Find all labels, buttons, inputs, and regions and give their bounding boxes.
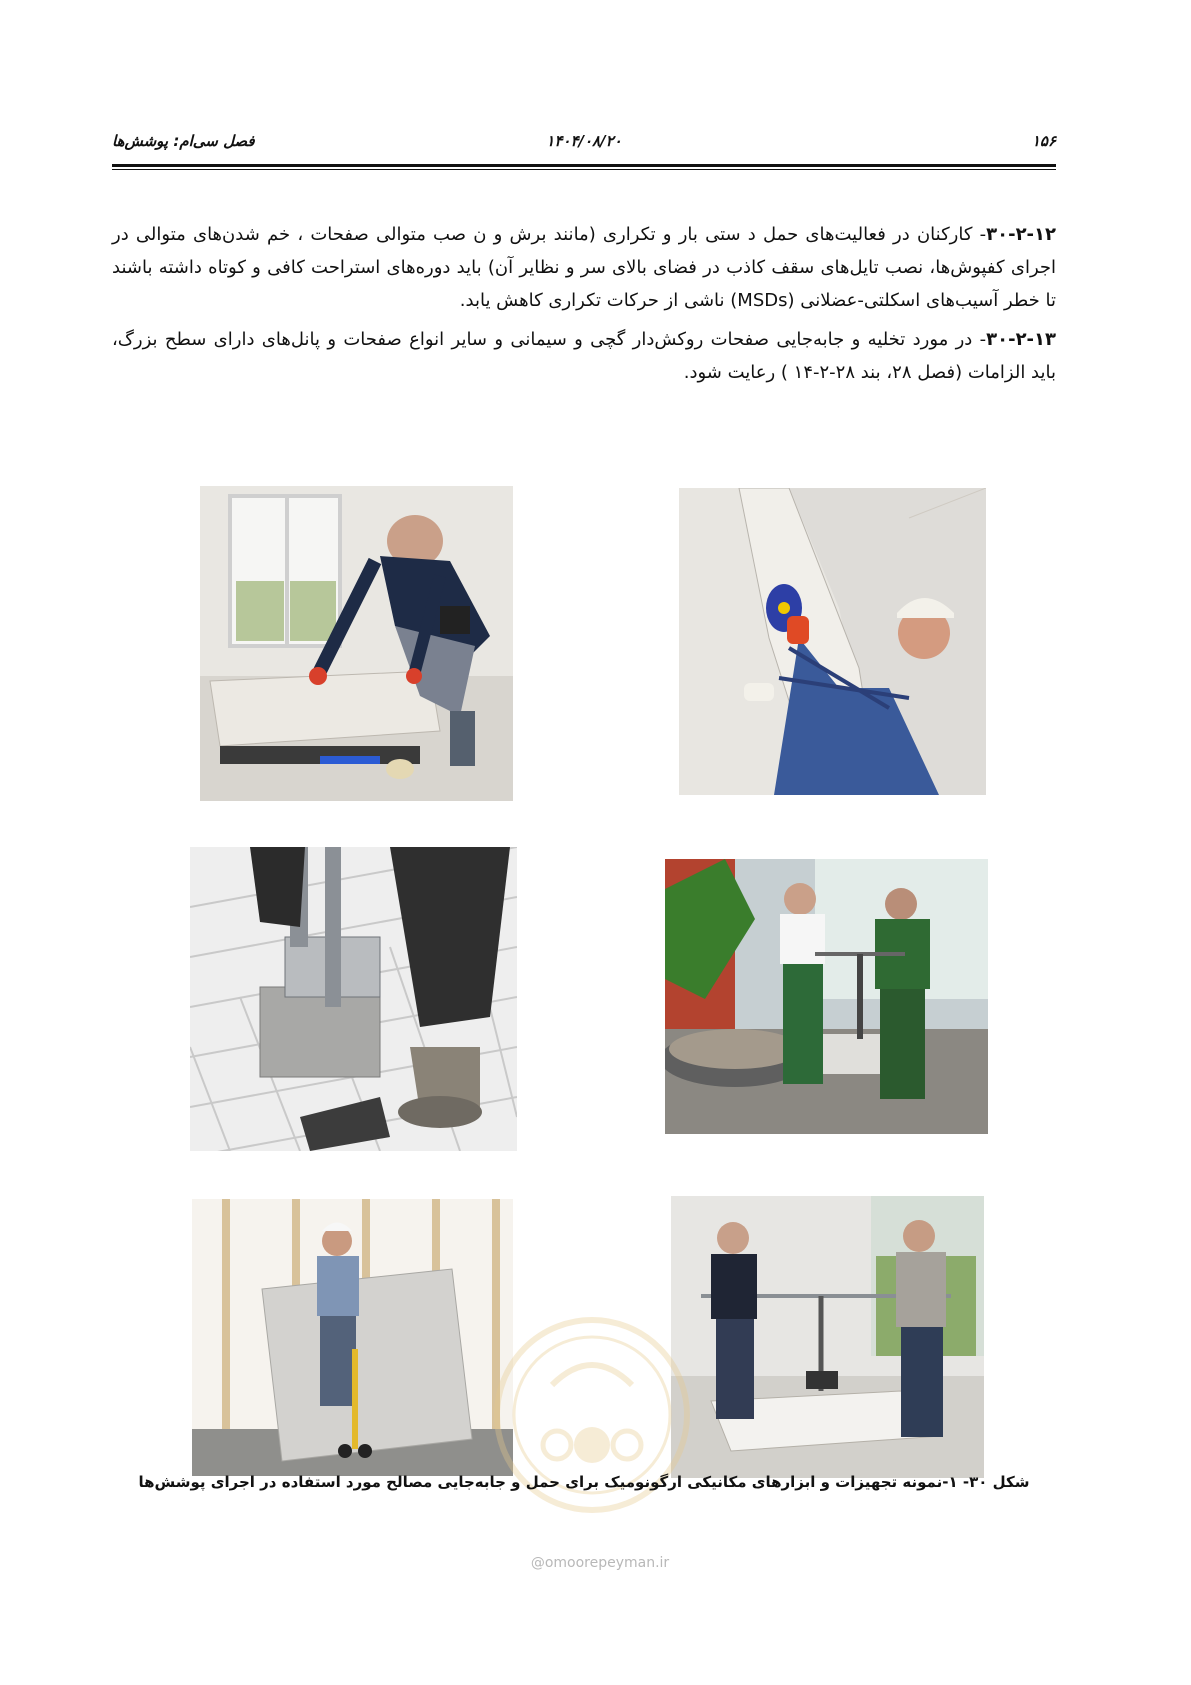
watermark-seal-logo [482,1305,702,1545]
photo-floor-tile-suction-lifter [200,486,513,801]
photo-curb-stone-lifter [665,859,988,1134]
clause-number: ۳۰-۲-۱۳ [986,329,1056,350]
photo-drywall-panel-cart [192,1199,513,1476]
photo-paving-block-lifter [190,847,517,1151]
header-rule-thick [112,164,1056,167]
photo-vacuum-floor-panel-lifter [671,1196,984,1478]
page-header [112,132,1056,152]
watermark-text: @omoorepeyman.ir [530,1555,670,1571]
photo-wall-panel-suction-cup [679,488,986,795]
chapter-title: فصل سی‌ام: پوشش‌ها [112,132,255,150]
paragraph-text: - کارکنان در فعالیت‌های حمل د ستی بار و تکراری (مانند برش و ن صب متوالی صفحات ، خم شدن‌های متوالی در اجرای کفپوش‌ها، نصب تایل‌های سقف کاذب در فضای بالای سر و نظایر آن) باید دوره‌های استراحت کافی و کوتاه داشته باشند تا خطر آسیب‌های اسکلتی-عضلانی (MSDs) ناشی از حرکات تکراری کاهش یابد. [112,224,1056,311]
paragraph [112,218,1056,317]
clause-number: ۳۰-۲-۱۲ [986,224,1056,245]
header-rule-thin [112,169,1056,170]
paragraph [112,323,1056,389]
body-text [112,218,1056,395]
figure-caption: شکل ۳۰- ۱-نمونه تجهیزات و ابزارهای مکانیکی ارگونومیک برای حمل و جابه‌جایی مصالح مورد استفاده در اجرای پوشش‌ها [138,1473,1030,1491]
paragraph-text: - در مورد تخلیه و جابه‌جایی صفحات روکش‌دار گچی و سیمانی و سایر انواع صفحات و پانل‌های دارای سطح بزرگ، باید الزامات (فصل ۲۸، بند ۲۸-۲-۱۴ ) رعایت شود. [112,329,1056,383]
page-number: ۱۵۶ [1031,132,1056,150]
header-date: ۱۴۰۴/۰۸/۲۰ [546,132,622,150]
